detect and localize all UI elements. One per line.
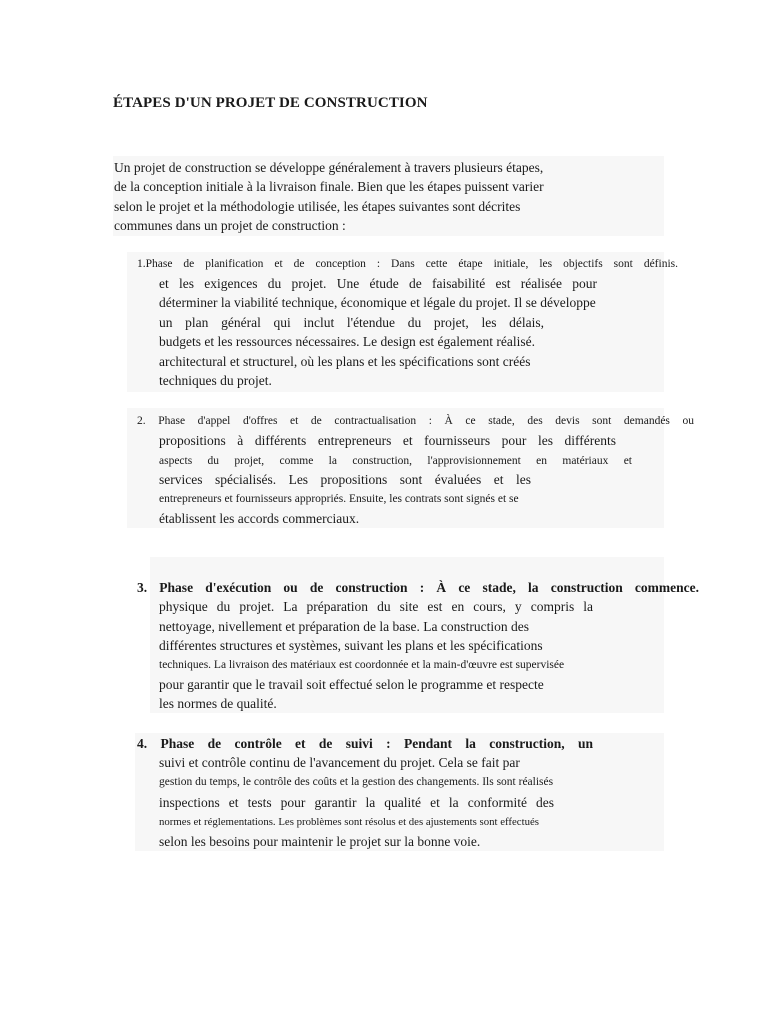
phase-1-line: architectural et structurel, où les plans et les spécifications sont créés — [159, 354, 531, 369]
phase-1-line: déterminer la viabilité technique, économique et légale du projet. Il se développe — [159, 295, 596, 310]
phase-3-line: techniques. La livraison des matériaux est coordonnée et la main-d'œuvre est supervisée — [159, 659, 565, 671]
phase-2-line: services spécialisés. Les propositions sont évaluées et les — [159, 472, 531, 487]
phase-3-heading: 3. Phase d'exécution ou de construction : À ce stade, la construction commence. — [137, 580, 699, 595]
phase-4-heading: 4. Phase de contrôle et de suivi : Pendant la construction, un — [137, 736, 593, 751]
phase-1-line: budgets et les ressources nécessaires. Le design est également réalisé. — [159, 334, 535, 349]
phase-1-line: un plan général qui inclut l'étendue du projet, les délais, — [159, 315, 544, 330]
phase-3-line: les normes de qualité. — [159, 696, 277, 711]
intro-paragraph — [113, 156, 664, 236]
phase-4-line: gestion du temps, le contrôle des coûts et la gestion des changements. Ils sont réalisés — [159, 776, 554, 788]
phase-4-line: normes et réglementations. Les problèmes sont résolus et des ajustements sont effectués — [159, 816, 539, 828]
phase-3-line: nettoyage, nivellement et préparation de la base. La construction des — [159, 619, 529, 634]
phase-3-line: pour garantir que le travail soit effectué selon le programme et respecte — [159, 677, 544, 692]
phase-4-line: suivi et contrôle continu de l'avancement du projet. Cela se fait par — [159, 755, 520, 770]
phase-3-line: différentes structures et systèmes, suivant les plans et les spécifications — [159, 638, 543, 653]
phase-2-line: entrepreneurs et fournisseurs appropriés. Ensuite, les contrats sont signés et se — [159, 493, 519, 505]
phase-2-heading: 2. Phase d'appel d'offres et de contractualisation : À ce stade, des devis sont demandés ou — [137, 415, 694, 427]
phase-2-line: aspects du projet, comme la construction, l'approvisionnement en matériaux et — [159, 455, 632, 467]
phase-3-line: physique du projet. La préparation du site est en cours, y compris la — [159, 599, 593, 614]
document-title: ÉTAPES D'UN PROJET DE CONSTRUCTION — [113, 95, 428, 111]
phase-1-line: techniques du projet. — [159, 373, 272, 388]
phase-4-line: selon les besoins pour maintenir le projet sur la bonne voie. — [159, 834, 481, 849]
phase-2-line: établissent les accords commerciaux. — [159, 511, 360, 526]
intro-line: selon le projet et la méthodologie utilisée, les étapes suivantes sont décrites — [114, 199, 521, 214]
phase-1-heading: 1.Phase de planification et de conception : Dans cette étape initiale, les objectifs sont définis. — [137, 258, 678, 270]
intro-line: communes dans un projet de construction : — [114, 218, 346, 233]
intro-line: de la conception initiale à la livraison finale. Bien que les étapes puissent varier — [114, 179, 544, 194]
phase-4-line: inspections et tests pour garantir la qualité et la conformité des — [159, 795, 554, 810]
phase-1-line: et les exigences du projet. Une étude de faisabilité est réalisée pour — [159, 276, 597, 291]
intro-line: Un projet de construction se développe généralement à travers plusieurs étapes, — [114, 160, 544, 175]
phase-2-line: propositions à différents entrepreneurs et fournisseurs pour les différents — [159, 433, 616, 448]
